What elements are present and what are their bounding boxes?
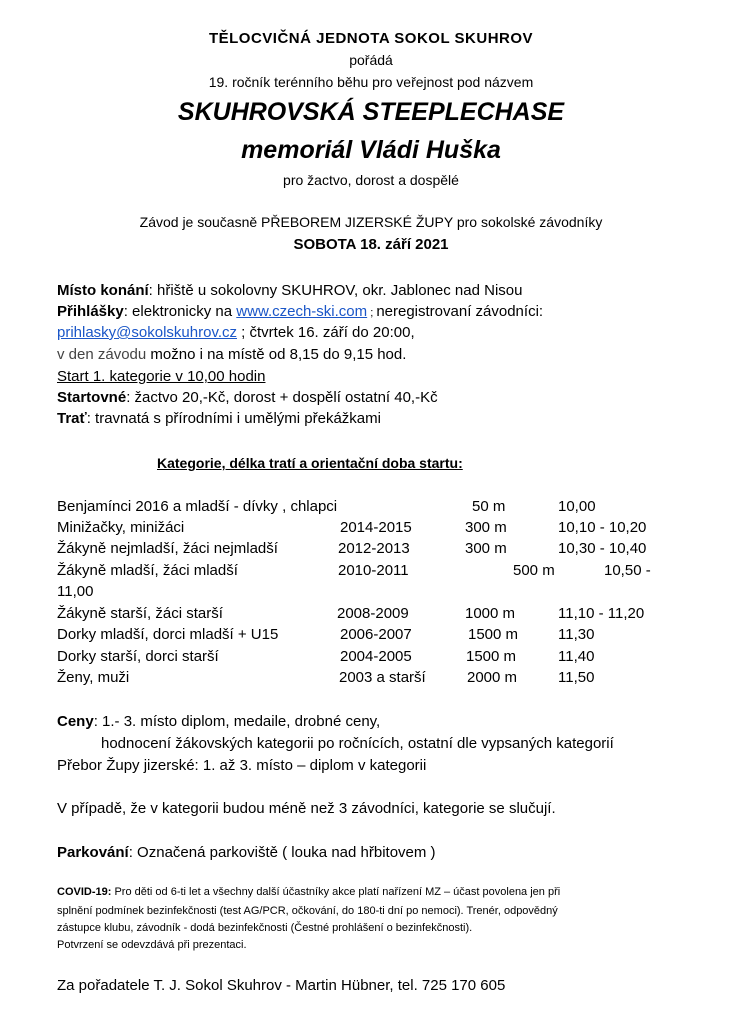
- category-row-years: 2012-2013: [338, 540, 410, 557]
- category-row-time: 10,50 -: [604, 562, 651, 579]
- category-row-name: Minižačky, minižáci: [57, 519, 185, 536]
- category-row-years: 2003 a starší: [339, 669, 426, 686]
- category-row-name: Dorky mladší, dorci mladší + U15: [57, 626, 279, 643]
- parking-line: [57, 844, 436, 861]
- category-row-distance: 2000 m: [467, 669, 518, 686]
- category-row-years: 2004-2005: [340, 648, 412, 665]
- category-row-distance: 1000 m: [465, 605, 516, 622]
- venue-label: Místo konání: [57, 282, 149, 299]
- fee-line: [57, 389, 438, 406]
- category-row-distance: 50 m: [472, 498, 506, 515]
- covid-line-3: zástupce klubu, závodník - dodá bezinfekčnosti (Čestné prohlášení o bezinfekčnosti).: [57, 922, 473, 934]
- category-row-years: 2010-2011: [338, 562, 409, 579]
- event-title: SKUHROVSKÁ STEEPLECHASE: [177, 98, 565, 126]
- registration-label: Přihlášky: [57, 303, 124, 320]
- category-row-time: 10,30 - 10,40: [558, 540, 647, 557]
- track-line: [57, 410, 381, 427]
- prizes-line-3: Přebor Župy jizerské: 1. až 3. místo – diplom v kategorii: [57, 757, 427, 774]
- category-row-distance: 500 m: [513, 562, 555, 579]
- prizes-label: Ceny: [57, 713, 94, 730]
- race-day-label: v den závodu: [57, 346, 147, 363]
- registration-separator: ;: [367, 307, 377, 319]
- email-deadline: ; čtvrtek 16. září do 20:00,: [237, 324, 415, 341]
- category-row-distance: 1500 m: [466, 648, 517, 665]
- track-label: Trať: [57, 410, 87, 427]
- race-day-text: možno i na místě od 8,15 do 9,15 hod.: [146, 346, 407, 363]
- covid-text-1: Pro děti od 6-ti let a všechny další účastníky akce platí nařízení MZ – účast povolena jen při: [111, 886, 561, 898]
- registration-link[interactable]: www.czech-ski.com: [236, 303, 368, 320]
- championship-note: Závod je současně PŘEBOREM JIZERSKÉ ŽUPY pro sokolské závodníky: [139, 214, 603, 230]
- registration-text-2: neregistrovaní závodníci:: [376, 303, 544, 320]
- start-time: Start 1. kategorie v 10,00 hodin: [57, 368, 266, 385]
- fee-label: Startovné: [57, 389, 127, 406]
- category-row-name: Žákyně nejmladší, žáci nejmladší: [57, 540, 278, 557]
- category-row-years: 2014-2015: [340, 519, 412, 536]
- covid-line-2: splnění podmínek bezinfekčnosti (test AG/PCR, očkování, do 180-ti dní po nemoci). Trenér, odpovědný: [57, 905, 558, 917]
- categories-heading: Kategorie, délka tratí a orientační doba startu:: [157, 455, 463, 471]
- venue-value: : hřiště u sokolovny SKUHROV, okr. Jablonec nad Nisou: [148, 282, 523, 299]
- race-day-line: [57, 346, 406, 363]
- category-row-years: 2008-2009: [337, 605, 409, 622]
- category-row-distance: 300 m: [465, 519, 507, 536]
- organizer-contact: Za pořadatele T. J. Sokol Skuhrov - Martin Hübner, tel. 725 170 605: [57, 977, 506, 994]
- parking-value: : Označená parkoviště ( louka nad hřbitovem ): [128, 844, 436, 861]
- category-row-name: Žákyně starší, žáci starší: [57, 605, 223, 622]
- category-row-distance: 1500 m: [468, 626, 519, 643]
- email-line: [57, 324, 415, 341]
- category-row-time: 10,00: [558, 498, 596, 515]
- category-row-name: Ženy, muži: [57, 669, 130, 686]
- organizer-heading: TĚLOCVIČNÁ JEDNOTA SOKOL SKUHROV: [208, 30, 534, 47]
- organizer-verb: pořádá: [349, 52, 393, 68]
- category-row-time: 11,40: [558, 648, 595, 665]
- category-row-name: Dorky starší, dorci starší: [57, 648, 219, 665]
- covid-line-1: [57, 886, 560, 898]
- registration-text: : elektronicky na: [123, 303, 237, 320]
- category-row-time: 11,30: [558, 626, 595, 643]
- event-audience: pro žactvo, dorost a dospělé: [283, 172, 459, 188]
- category-row-distance: 300 m: [465, 540, 507, 557]
- venue-line: [57, 282, 522, 299]
- event-subtitle: memoriál Vládi Huška: [241, 136, 501, 164]
- event-date: SOBOTA 18. září 2021: [293, 236, 449, 253]
- prizes-line-2: hodnocení žákovských kategorii po ročnících, ostatní dle vypsaných kategorií: [101, 735, 614, 752]
- category-row-name: Benjamínci 2016 a mladší - dívky , chlapci: [57, 498, 338, 515]
- event-intro: 19. ročník terénního běhu pro veřejnost pod názvem: [208, 74, 534, 90]
- prizes-line: [57, 713, 380, 730]
- prizes-line-1: : 1.- 3. místo diplom, medaile, drobné ceny,: [93, 713, 381, 730]
- category-row-years: 2006-2007: [340, 626, 412, 643]
- fee-value: : žactvo 20,-Kč, dorost + dospělí ostatní 40,-Kč: [126, 389, 438, 406]
- category-row-time: 11,10 - 11,20: [558, 605, 645, 622]
- category-row-name: 11,00: [57, 583, 94, 600]
- covid-label: COVID-19:: [57, 886, 112, 898]
- registration-line: [57, 303, 543, 320]
- category-row-name: Žákyně mladší, žáci mladší: [57, 562, 238, 579]
- merge-note: V případě, že v kategorii budou méně než 3 závodníci, kategorie se slučují.: [57, 800, 556, 817]
- parking-label: Parkování: [57, 844, 129, 861]
- track-value: : travnatá s přírodními i umělými překážkami: [86, 410, 381, 427]
- email-link[interactable]: prihlasky@sokolskuhrov.cz: [57, 324, 238, 341]
- covid-line-4: Potvrzení se odevzdává při prezentaci.: [57, 939, 247, 951]
- category-row-time: 10,10 - 10,20: [558, 519, 647, 536]
- category-row-time: 11,50: [558, 669, 595, 686]
